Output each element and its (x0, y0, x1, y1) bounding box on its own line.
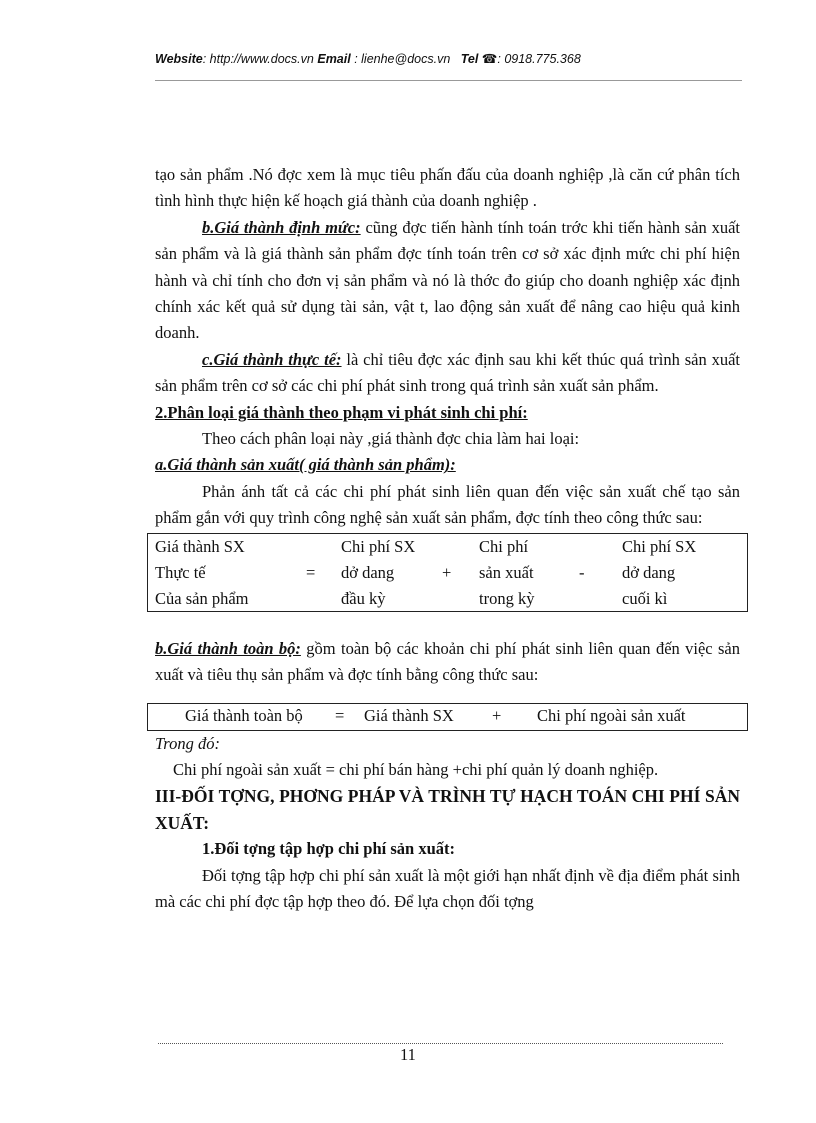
formula1-col1-row3: Của sản phẩm (155, 588, 249, 608)
formula1-plus: + (442, 562, 452, 582)
section-heading-3-1: 1.Đối tợng tập hợp chi phí sản xuất: (202, 839, 456, 859)
formula1-col3-row3: trong kỳ (479, 588, 535, 608)
label-trong-do: Trong đó: (155, 733, 220, 753)
formula2-plus: + (492, 705, 502, 725)
footer-divider (158, 1043, 723, 1044)
header-divider (155, 80, 742, 81)
paragraph-ngoai-sx: Chi phí ngoài sản xuất = chi phí bán hàng +chi phí quản lý doanh nghiệp. (173, 759, 659, 779)
formula1-col2-row3: đầu kỳ (341, 588, 386, 608)
formula1-equals: = (306, 562, 316, 582)
formula1-col4-row1: Chi phí SX (622, 536, 697, 556)
paragraph-phan-loai: Theo cách phân loại này ,giá thành đợc chia làm hai loại: (202, 429, 580, 449)
formula1-col1-row1: Giá thành SX (155, 536, 245, 556)
formula1-col4-row2: dở dang (622, 562, 676, 582)
formula2-equals: = (335, 705, 345, 725)
formula2-lhs: Giá thành toàn bộ (185, 705, 303, 725)
paragraph-dinh-muc (155, 215, 740, 347)
subheading-gia-thanh-sx: a.Giá thành sản xuất( giá thành sản phẩm): (155, 455, 456, 475)
email-label: Email (317, 52, 351, 66)
document-body (155, 162, 740, 915)
phone-icon: ☎ (481, 52, 498, 66)
paragraph-dinh-muc-text: cũng đợc tiến hành tính toán trớc khi tiến hành sản xuất sản phẩm và là giá thành sản phẩm đợc tính toán trên cơ sở xác định mức chi phí hiện hành và chỉ tính cho đơn vị sản phẩm và nó là thớc đo giúp cho doanh nghiệp xác định chính xác kết quả sử dụng tài sản, vật t, lao động sản xuất để nâng cao hiệu quả kinh doanh. (155, 217, 740, 343)
formula1-minus: - (579, 562, 585, 582)
subheading-thuc-te: c.Giá thành thực tế: (202, 349, 342, 369)
paragraph-thuc-te (155, 347, 740, 400)
subheading-toan-bo: b.Giá thành toàn bộ: (155, 638, 301, 658)
formula1-col3-row2: sản xuất (479, 562, 534, 582)
page-header (155, 51, 755, 66)
section-heading-2: 2.Phân loại giá thành theo phạm vi phát sinh chi phí: (155, 402, 528, 422)
paragraph-toan-bo (155, 636, 740, 689)
paragraph-doi-tuong: Đối tợng tập hợp chi phí sản xuất là một giới hạn nhất định về địa điểm phát sinh mà các chi phí đợc tập hợp theo đó. Để lựa chọn đối tợng (155, 865, 740, 911)
formula2-term1: Giá thành SX (364, 705, 454, 725)
formula1-col4-row3: cuối kì (622, 588, 668, 608)
formula2-term2: Chi phí ngoài sản xuất (537, 705, 686, 725)
formula-box-gia-thanh-sx (147, 533, 748, 612)
tel-value: : 0918.775.368 (497, 52, 581, 66)
paragraph-toan-bo-text: gồm toàn bộ các khoản chi phí phát sinh liên quan đến việc sản xuất và tiêu thụ sản phẩm và đợc tính bằng công thức sau: (155, 638, 740, 685)
paragraph-thuc-te-text: là chỉ tiêu đợc xác định sau khi kết thúc quá trình sản xuất sản phẩm trên cơ sở các chi phí phát sinh trong quá trình sản xuất sản phẩm. (155, 349, 740, 396)
email-value: : lienhe@docs.vn (350, 52, 451, 66)
paragraph-1: tạo sản phẩm .Nó đợc xem là mục tiêu phấn đấu của doanh nghiệp ,là căn cứ phân tích tình hình thực hiện kế hoạch giá thành của doanh nghiệp . (155, 165, 740, 211)
website-label: Website (155, 52, 203, 66)
formula1-col2-row1: Chi phí SX (341, 536, 416, 556)
website-value: : http://www.docs.vn (202, 52, 314, 66)
formula-box-gia-thanh-toan-bo (147, 703, 748, 731)
formula1-col1-row2: Thực tế (155, 562, 206, 582)
section-heading-3: III-ĐỐI TỢNG, PHƠNG PHÁP VÀ TRÌNH TỰ HẠCH TOÁN CHI PHÍ SẢN XUẤT: (155, 786, 740, 833)
formula1-col3-row1: Chi phí (479, 536, 529, 556)
tel-label: Tel (460, 52, 479, 66)
subheading-dinh-muc: b.Giá thành định mức: (202, 217, 361, 237)
formula1-col2-row2: dở dang (341, 562, 395, 582)
paragraph-phan-anh: Phản ánh tất cả các chi phí phát sinh liên quan đến việc sản xuất chế tạo sản phẩm gắn với quy trình công nghệ sản xuất sản phẩm, đợc tính theo công thức sau: (155, 481, 740, 528)
page-number: 11 (400, 1045, 416, 1064)
